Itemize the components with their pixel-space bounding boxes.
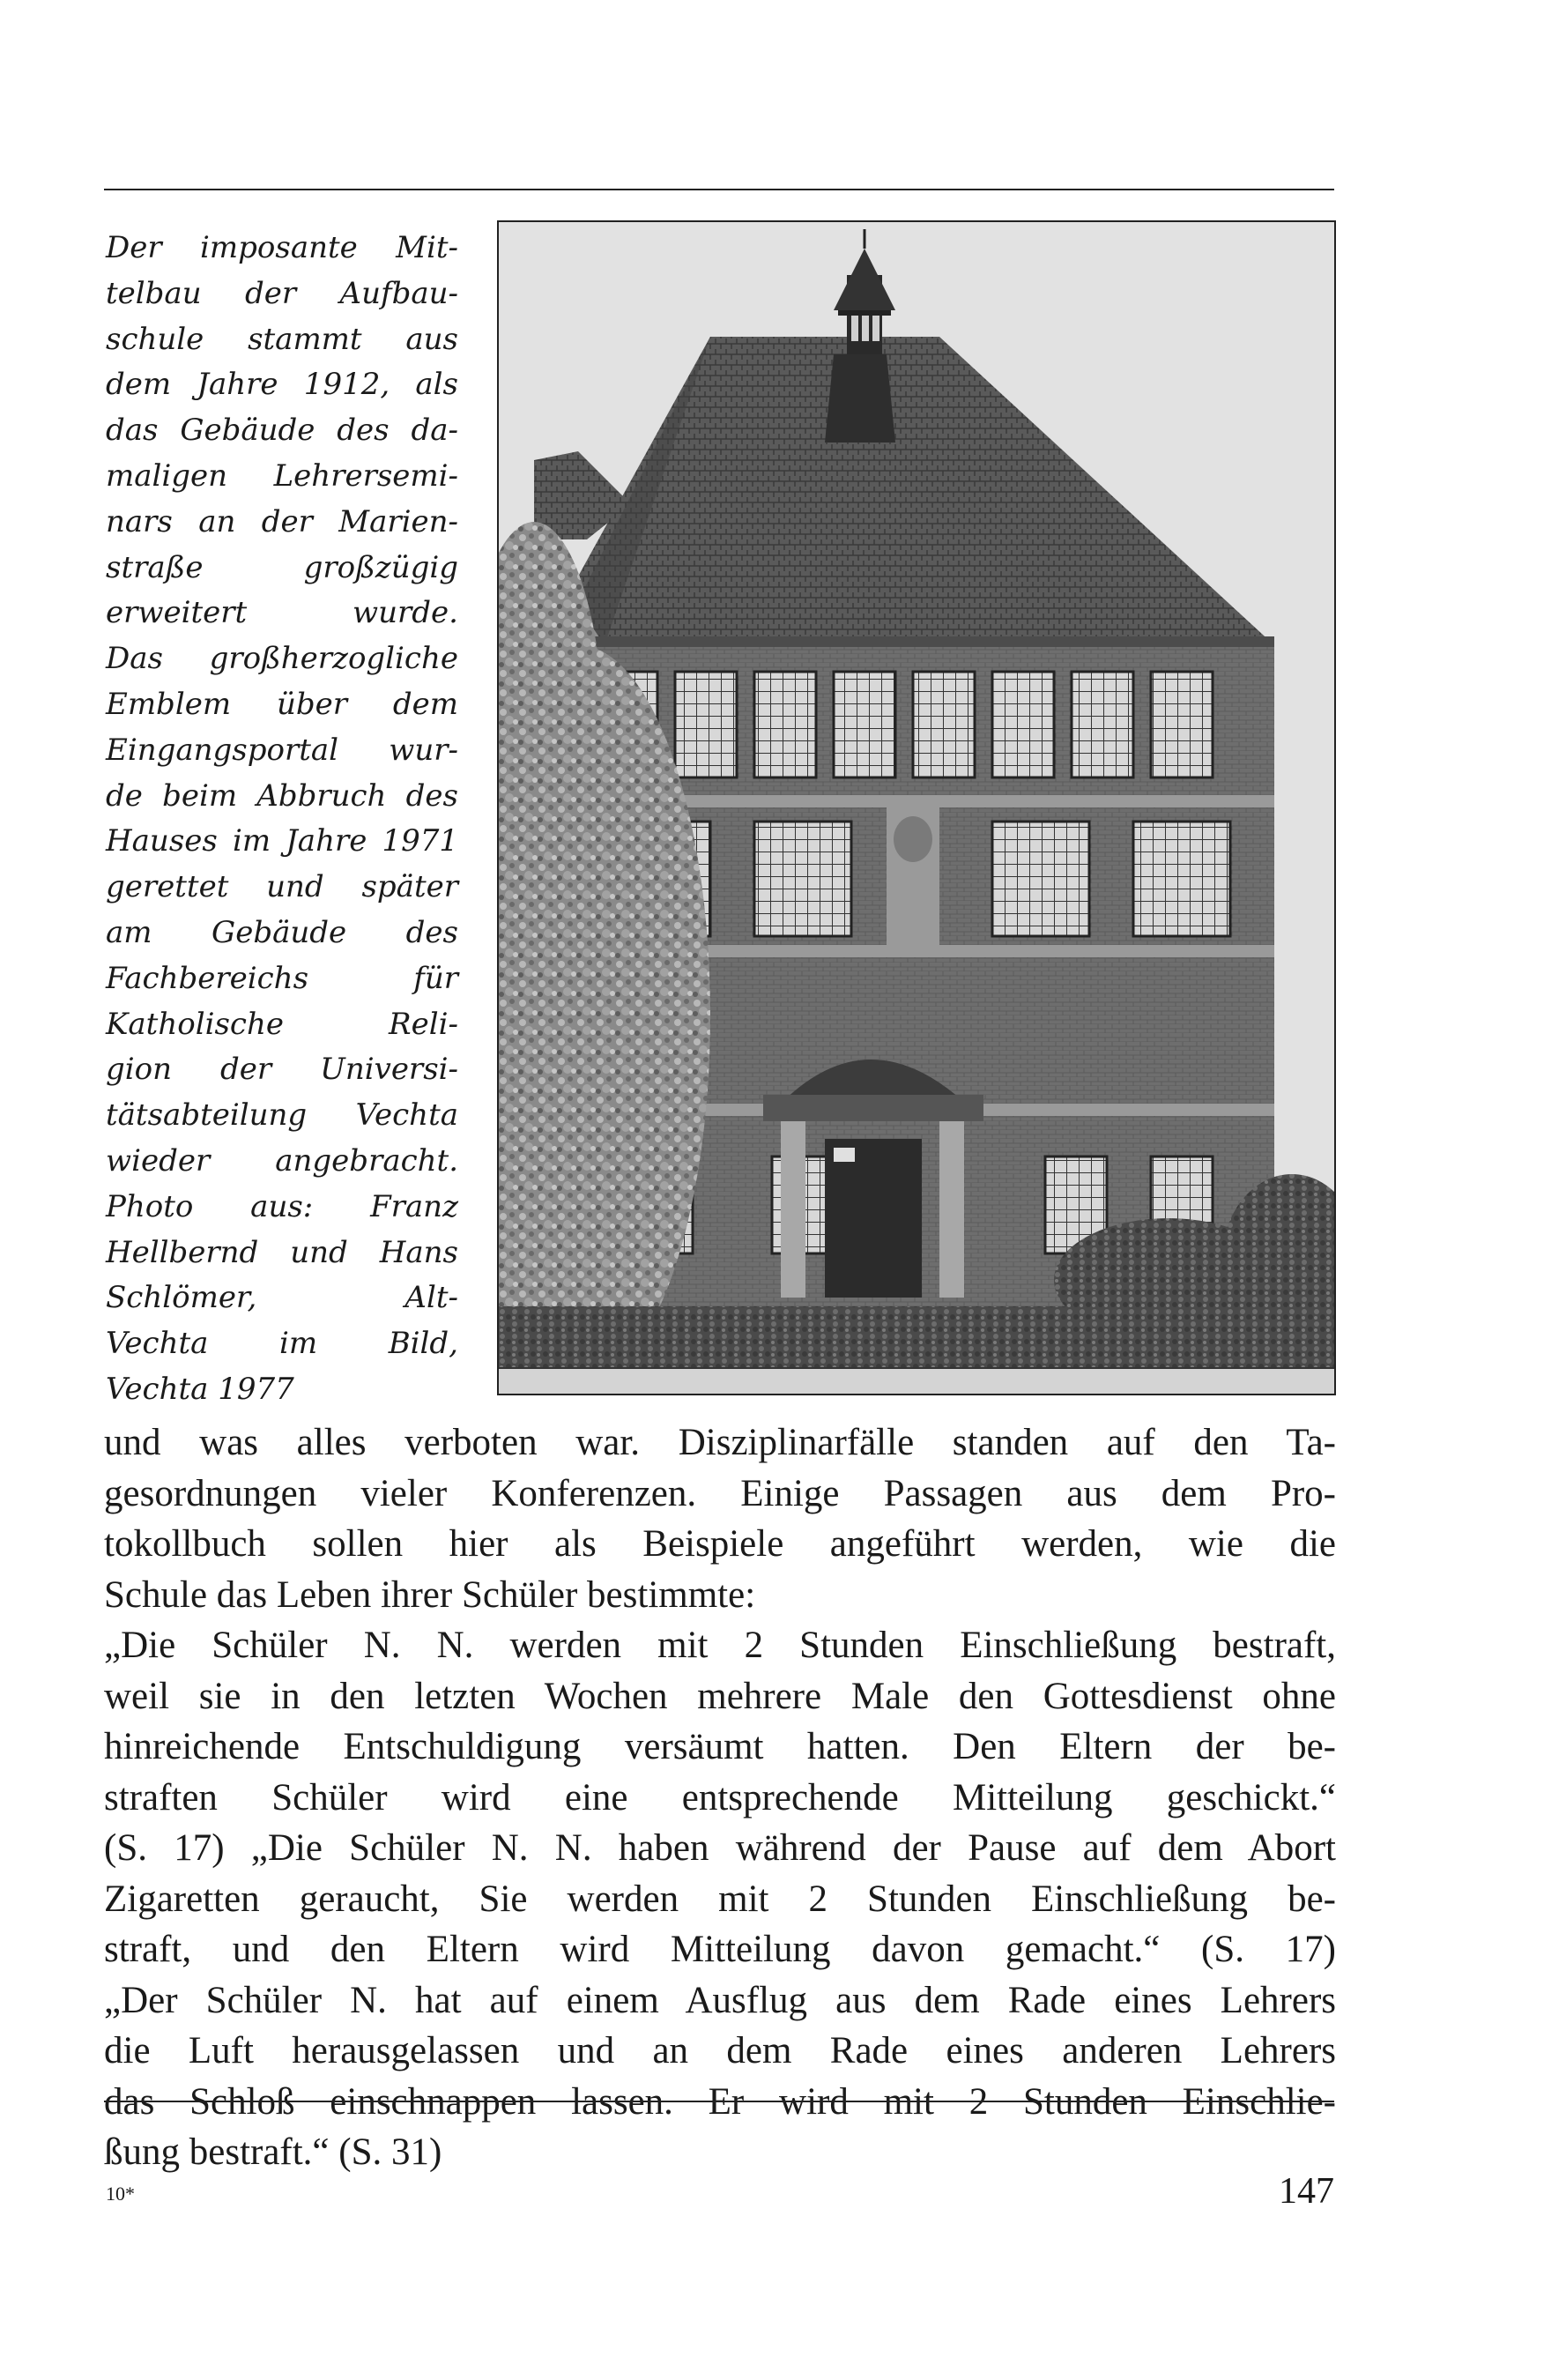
body-line: Zigaretten geraucht, Sie werden mit 2 Stunden Einschließung be- [104, 1878, 1336, 1920]
caption-line: de beim Abbruch des [106, 777, 458, 814]
caption-line: am Gebäude des [106, 914, 458, 950]
caption-line: gerettet und später [106, 869, 458, 905]
photo-caption [106, 226, 458, 1413]
body-line: gesordnungen vieler Konferenzen. Einige Passagen aus dem Pro- [104, 1472, 1336, 1514]
page-number: 147 [1279, 2171, 1334, 2212]
caption-line: Emblem über dem [106, 686, 458, 722]
caption-line: Schlömer, Alt- [106, 1280, 458, 1316]
body-line: ßung bestraft.“ (S. 31) [104, 2131, 442, 2173]
caption-line: Das großherzogliche [106, 641, 458, 677]
bottom-rule [104, 2101, 1334, 2102]
caption-line: Vechta im Bild, [106, 1326, 458, 1362]
body-line: weil sie in den letzten Wochen mehrere Male den Gottesdienst ohne [104, 1675, 1336, 1717]
body-line: das Schloß einschnappen lassen. Er wird mit 2 Stunden Einschlie- [104, 2080, 1336, 2123]
caption-line: dem Jahre 1912, als [106, 367, 458, 403]
signature-mark: 10* [106, 2183, 135, 2205]
body-line: die Luft herausgelassen und an dem Rade eines anderen Lehrers [104, 2030, 1336, 2071]
body-line: Schule das Leben ihrer Schüler bestimmte: [104, 1573, 756, 1616]
caption-line: Photo aus: Franz [106, 1188, 458, 1224]
body-line: straften Schüler wird eine entsprechende Mitteilung geschickt.“ [104, 1776, 1336, 1818]
top-rule [104, 189, 1334, 190]
caption-line: Hellbernd und Hans [106, 1234, 458, 1270]
caption-line: gion der Universi- [106, 1052, 458, 1088]
body-line: tokollbuch sollen hier als Beispiele angeführt werden, wie die [104, 1523, 1336, 1565]
caption-line: telbau der Aufbau- [106, 275, 458, 311]
caption-line: Fachbereichs für [106, 960, 458, 996]
body-line: „Die Schüler N. N. werden mit 2 Stunden Einschließung bestraft, [104, 1625, 1336, 1666]
body-line: „Der Schüler N. hat auf einem Ausflug aus dem Rade eines Lehrers [104, 1979, 1336, 2021]
caption-line: Hauses im Jahre 1971 [106, 823, 458, 859]
caption-line: nars an der Marien- [106, 503, 458, 539]
body-text [104, 1417, 1336, 2178]
caption-line: Katholische Reli- [106, 1006, 458, 1042]
caption-line: wieder angebracht. [106, 1142, 458, 1179]
body-line: (S. 17) „Die Schüler N. N. haben während der Pause auf dem Abort [104, 1827, 1336, 1869]
body-line: und was alles verboten war. Disziplinarfälle standen auf den Ta- [104, 1422, 1336, 1463]
caption-line: schule stammt aus [106, 321, 458, 357]
caption-line: maligen Lehrersemi- [106, 457, 458, 494]
caption-line: tätsabteilung Vechta [106, 1097, 458, 1134]
body-line: straft, und den Eltern wird Mitteilung davon gemacht.“ (S. 17) [104, 1929, 1336, 1970]
caption-line: erweitert wurde. [106, 595, 458, 631]
caption-line: das Gebäude des da- [106, 413, 458, 449]
caption-line: Der imposante Mit- [106, 230, 458, 265]
caption-line: straße großzügig [106, 549, 458, 585]
body-line: hinreichende Entschuldigung versäumt hatten. Den Eltern der be- [104, 1726, 1336, 1767]
caption-line: Vechta 1977 [106, 1371, 294, 1407]
caption-line: Eingangsportal wur- [106, 732, 458, 768]
school-building-photo [497, 220, 1336, 1395]
